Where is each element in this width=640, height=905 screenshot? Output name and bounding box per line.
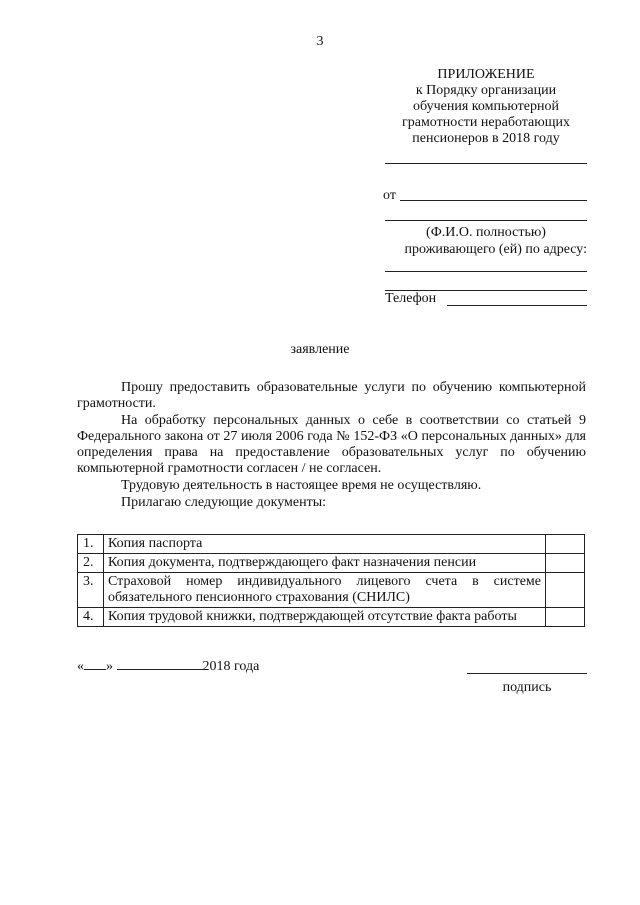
day-blank[interactable] <box>84 657 106 670</box>
statement-body <box>77 380 586 511</box>
row-checkbox-cell[interactable] <box>546 608 585 627</box>
signature-blank-line[interactable] <box>467 673 587 674</box>
date-close-quote: » <box>106 659 113 674</box>
date-year: 2018 года <box>202 659 260 674</box>
paragraph: На обработку персональных данных о себе в соответствии со статьей 9 Федерального закона от 27 июля 2006 года № 152-ФЗ «О персональных данных» для определения права на предоставление образовательных услуг по обучению компьютерной грамотности согласен / не согласен. <box>77 413 586 476</box>
appendix-line: грамотности неработающих <box>401 115 570 130</box>
page-number: 3 <box>316 34 324 49</box>
from-blank-line <box>400 200 587 201</box>
appendix-title: ПРИЛОЖЕНИЕ <box>437 67 535 82</box>
row-text: Копия документа, подтверждающего факт назначения пенсии <box>104 554 546 573</box>
fio-hint: (Ф.И.О. полностью) <box>426 225 546 240</box>
document-title: заявление <box>290 342 350 357</box>
row-number: 2. <box>78 554 104 573</box>
date-open-quote: « <box>77 659 84 674</box>
table-row <box>78 535 585 554</box>
address-blank-line <box>385 271 587 272</box>
row-checkbox-cell[interactable] <box>546 554 585 573</box>
table-row <box>78 573 585 608</box>
row-number: 1. <box>78 535 104 554</box>
appendix-header <box>385 67 587 147</box>
date-line <box>77 657 259 675</box>
appendix-line: обучения компьютерной <box>413 99 559 114</box>
row-number: 4. <box>78 608 104 627</box>
paragraph: Трудовую деятельность в настоящее время не осуществляю. <box>121 478 482 493</box>
appendix-line: пенсионеров в 2018 году <box>412 131 560 146</box>
phone-blank-line <box>447 305 587 306</box>
from-label: от <box>383 188 396 203</box>
paragraph: Прилагаю следующие документы: <box>121 495 327 510</box>
signature-caption: подпись <box>502 680 552 695</box>
recipient-blank-line <box>385 163 587 164</box>
appendix-line: к Порядку организации <box>415 83 557 98</box>
row-text: Копия паспорта <box>104 535 546 554</box>
month-blank[interactable] <box>117 657 203 670</box>
paragraph: Прошу предоставить образовательные услуги по обучению компьютерной грамотности. <box>77 380 586 411</box>
address-label: проживающего (ей) по адресу: <box>404 242 587 257</box>
row-text: Копия трудовой книжки, подтверждающей отсутствие факта работы <box>104 608 546 627</box>
table-row <box>78 608 585 627</box>
row-text: Страховой номер индивидуального лицевого счета в системе обязательного пенсионного страхования (СНИЛС) <box>104 573 546 608</box>
row-checkbox-cell[interactable] <box>546 535 585 554</box>
row-number: 3. <box>78 573 104 608</box>
documents-table <box>77 534 585 627</box>
row-checkbox-cell[interactable] <box>546 573 585 608</box>
phone-label: Телефон <box>385 291 437 306</box>
table-row <box>78 554 585 573</box>
fio-blank-line <box>385 220 587 221</box>
